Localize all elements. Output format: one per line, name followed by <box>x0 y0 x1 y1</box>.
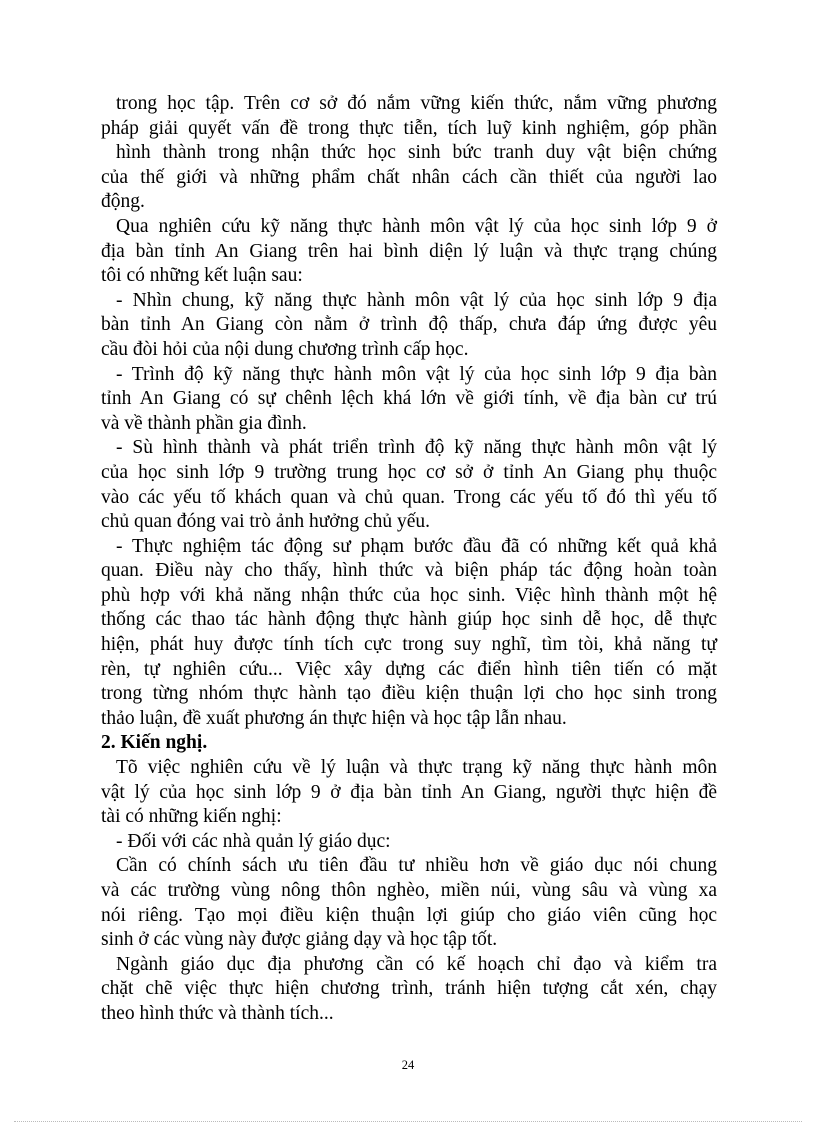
text-line: phù hợp với khả năng nhận thức của học sinh. Việc hình thành một hệ <box>101 584 717 606</box>
text-line: chủ quan đóng vai trò ảnh hưởng chủ yếu. <box>101 511 431 533</box>
text-line: sinh ở các vùng này được giảng dạy và học tập tốt. <box>101 929 498 951</box>
text-line: quan. Điều này cho thấy, hình thức và biện pháp tác động hoàn toàn <box>101 560 717 582</box>
text-line: tài có những kiến nghị: <box>101 806 282 828</box>
text-line: Ngành giáo dục địa phương cần có kế hoạch chỉ đạo và kiểm tra <box>116 953 717 975</box>
text-line: theo hình thức và thành tích... <box>101 1002 334 1024</box>
body-text <box>101 92 718 1027</box>
text-line: - Trình độ kỹ năng thực hành môn vật lý của học sinh lớp 9 địa bàn <box>116 363 717 385</box>
text-line: thảo luận, đề xuất phương án thực hiện và học tập lẫn nhau. <box>101 707 567 729</box>
text-line: Cần có chính sách ưu tiên đầu tư nhiều hơn về giáo dục nói chung <box>116 855 717 877</box>
text-line: vật lý của học sinh lớp 9 ở địa bàn tỉnh An Giang, người thực hiện đề <box>101 781 717 803</box>
text-line: - Đối với các nhà quản lý giáo dục: <box>116 830 391 852</box>
text-line: pháp giải quyết vấn đề trong thực tiễn, tích luỹ kinh nghiệm, góp phần <box>101 117 717 139</box>
text-line: bàn tỉnh An Giang còn nằm ở trình độ thấp, chưa đáp ứng được yêu <box>101 314 717 336</box>
text-line: trong học tập. Trên cơ sở đó nắm vững kiến thức, nắm vững phương <box>116 93 717 114</box>
text-line: chặt chẽ việc thực hiện chương trình, tránh hiện tượng cắt xén, chạy <box>101 978 717 1000</box>
text-line: tôi có những kết luận sau: <box>101 265 303 287</box>
page-bottom-rule <box>14 1121 802 1122</box>
text-line: cầu đòi hỏi của nội dung chương trình cấp học. <box>101 338 469 360</box>
text-line: hiện, phát huy được tính tích cực trong suy nghĩ, tìm tòi, khả năng tự <box>101 634 717 656</box>
text-line: động. <box>101 191 145 213</box>
text-line: địa bàn tỉnh An Giang trên hai bình diện lý luận và thực trạng chúng <box>101 240 717 262</box>
text-line: vào các yếu tố khách quan và chủ quan. Trong các yếu tố đó thì yếu tố <box>101 486 717 508</box>
text-line: - Nhìn chung, kỹ năng thực hành môn vật lý của học sinh lớp 9 địa <box>116 289 717 311</box>
text-line: trong từng nhóm thực hành tạo điều kiện thuận lợi cho học sinh trong <box>101 683 717 705</box>
section-heading: 2. Kiến nghị. <box>101 732 208 754</box>
text-line: tỉnh An Giang có sự chênh lệch khá lớn về giới tính, về địa bàn cư trú <box>101 388 717 410</box>
text-line: hình thành trong nhận thức học sinh bức tranh duy vật biện chứng <box>116 142 717 164</box>
text-line: - Thực nghiệm tác động sư phạm bước đầu đã có những kết quả khả <box>116 535 717 557</box>
text-line: của thế giới và những phẩm chất nhân cách cần thiết của người lao <box>101 166 717 188</box>
text-line: của học sinh lớp 9 trường trung học cơ sở ở tỉnh An Giang phụ thuộc <box>101 461 717 483</box>
text-line: Qua nghiên cứu kỹ năng thực hành môn vật lý của học sinh lớp 9 ở <box>116 215 717 237</box>
text-line: và về thành phần gia đình. <box>101 412 307 434</box>
page-number: 24 <box>401 1058 415 1072</box>
text-line: Tõ việc nghiên cứu về lý luận và thực trạng kỹ năng thực hành môn <box>116 757 717 779</box>
text-line: và các trường vùng nông thôn nghèo, miền núi, vùng sâu và vùng xa <box>101 880 717 901</box>
text-line: - Sù hình thành và phát triển trình độ kỹ năng thực hành môn vật lý <box>116 437 717 459</box>
text-line: nói riêng. Tạo mọi điều kiện thuận lợi giúp cho giáo viên cũng học <box>101 904 717 926</box>
text-line: rèn, tự nghiên cứu... Việc xây dựng các điển hình tiên tiến có mặt <box>101 658 717 680</box>
text-line: thống các thao tác hành động thực hành giúp học sinh dễ học, dễ thực <box>101 609 717 631</box>
